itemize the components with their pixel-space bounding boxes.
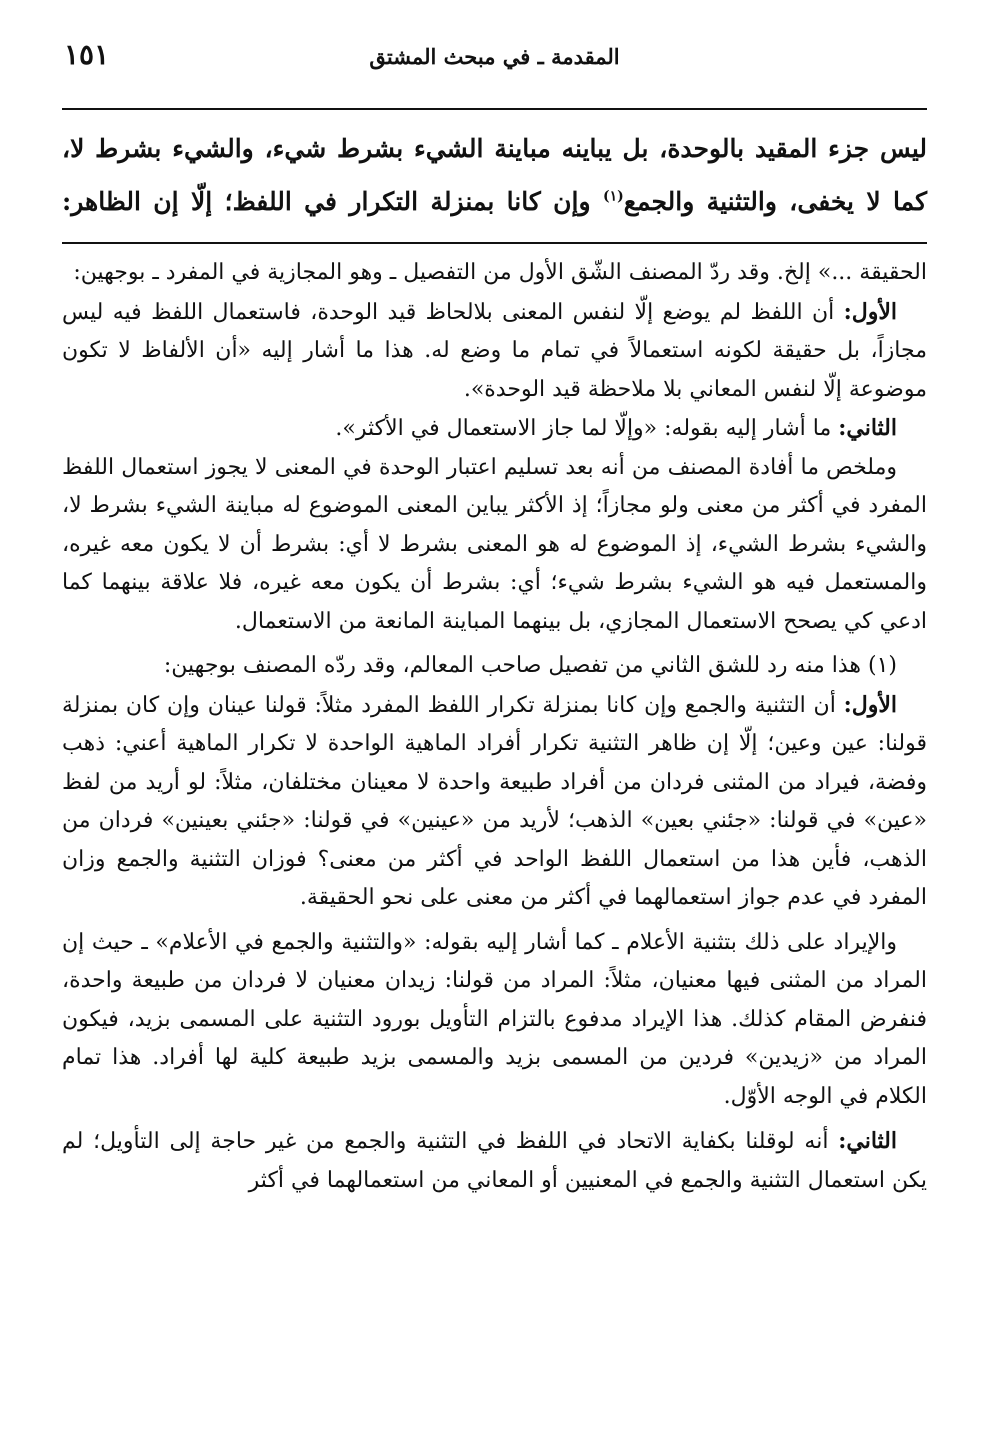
commentary-paragraph-8 xyxy=(62,1122,927,1200)
footnote-marker: (١) xyxy=(602,188,624,205)
point-label-second-2: الثاني: xyxy=(838,1128,897,1154)
point-text-first-2: أن التثنية والجمع وإن كانا بمنزلة تكرار اللفظ المفرد مثلاً: قولنا عينان وإن كان بمنزلة قولنا: عين وعين؛ إلّا إن ظاهر التثنية تكرار أفراد الماهية الواحدة لا تكرار الماهية أعني: ذهب وفضة، فيراد من المثنى فردان من أفراد طبيعة واحدة لا معينان مختلفان، مثلاً: لو أريد من لفظ «عين» في قولنا: «جئني بعين» الذهب؛ لأريد من «عينين» في قولنا: «جئني بعينين» فردان من الذهب، فأين هذا من استعمال اللفظ الواحد في أكثر من معنى؟ فوزان التثنية والجمع وزان المفرد في عدم جواز استعمالهما في أكثر من معنى على نحو الحقيقة. xyxy=(62,692,927,910)
commentary-paragraph-6 xyxy=(62,686,927,918)
page-number: ١٥١ xyxy=(64,38,110,71)
point-label-second: الثاني: xyxy=(838,415,897,441)
point-text-first: أن اللفظ لم يوضع إلّا لنفس المعنى بلالحاظ قيد الوحدة، فاستعمال اللفظ فيه ليس مجازاً، بل حقيقة لكونه استعمالاً في تمام ما وضع له. هذا ما أشار إليه «أن الألفاظ لا تكون موضوعة إلّا لنفس المعاني بلا ملاحظة قيد الوحدة». xyxy=(62,299,927,402)
commentary-paragraph-7: والإيراد على ذلك بتثنية الأعلام ـ كما أشار إليه بقوله: «والتثنية والجمع في الأعلام» ـ حيث إن المراد من المثنى فيها معنيان، مثلاً: المراد من قولنا: زيدان معنيان لا فردان من طبيعة واحدة، فنفرض المقام كذلك. هذا الإيراد مدفوع بالتزام التأويل بورود التثنية على المسمى بزيد، فيكون المراد من «زيدين» فردين من المسمى بزيد والمسمى بزيد طبيعة كلية لها أفراد. هذا تمام الكلام في الوجه الأوّل. xyxy=(62,929,927,1109)
point-label-first-2: الأول: xyxy=(843,691,897,718)
commentary-paragraph-3 xyxy=(62,409,927,449)
point-text-second: ما أشار إليه بقوله: «وإلّا لما جاز الاستعمال في الأكثر». xyxy=(335,416,839,441)
commentary-separator xyxy=(62,242,927,244)
main-text-paragraph xyxy=(62,122,927,228)
point-label-first: الأول: xyxy=(843,298,897,325)
commentary-paragraph-4: وملخص ما أفادة المصنف من أنه بعد تسليم اعتبار الوحدة في المعنى لا يجوز استعمال اللفظ المفرد في أكثر من معنى ولو مجازاً؛ إذ الأكثر يباين المعنى الموضوع له مباينة الشيء بشرط لا، والشيء بشرط الشيء، إذ الموضوع له هو المعنى بشرط لا أي: بشرط أن لا يكون معه غيره، والمستعمل فيه هو الشيء بشرط شيء؛ أي: بشرط أن يكون معه غيره، فلا علاقة بينهما كما ادعي كي يصحح الاستعمال المجازي، بل بينهما المباينة المانعة من الاستعمال. xyxy=(62,454,927,634)
commentary-paragraph-1: الحقيقة ...» إلخ. وقد ردّ المصنف الشّق الأول من التفصيل ـ وهو المجازية في المفرد ـ بوجهين: xyxy=(73,260,927,285)
point-text-second-2: أنه لوقلنا بكفاية الاتحاد في اللفظ في التثنية والجمع من غير حاجة إلى التأويل؛ لم يكن استعمال التثنية والجمع في المعنيين أو المعاني من استعمالهما في أكثر xyxy=(62,1129,927,1193)
page-header xyxy=(62,30,927,72)
main-text-body: ليس جزء المقيد بالوحدة، بل يباينه مباينة الشيء بشرط شيء، والشيء بشرط لا، كما لا يخفى، والتثنية والجمع xyxy=(62,134,927,216)
running-title: المقدمة ـ في مبحث المشتق xyxy=(369,44,620,69)
header-rule xyxy=(62,108,927,110)
commentary-paragraph-2 xyxy=(62,293,927,410)
footnote-paragraph: (١) هذا منه رد للشق الثاني من تفصيل صاحب المعالم، وقد ردّه المصنف بوجهين: xyxy=(163,653,897,678)
main-text-continuation: وإن كانا بمنزلة التكرار في اللفظ؛ إلّا إن الظاهر: xyxy=(62,187,603,216)
commentary xyxy=(62,254,927,1200)
main-text xyxy=(62,122,927,228)
